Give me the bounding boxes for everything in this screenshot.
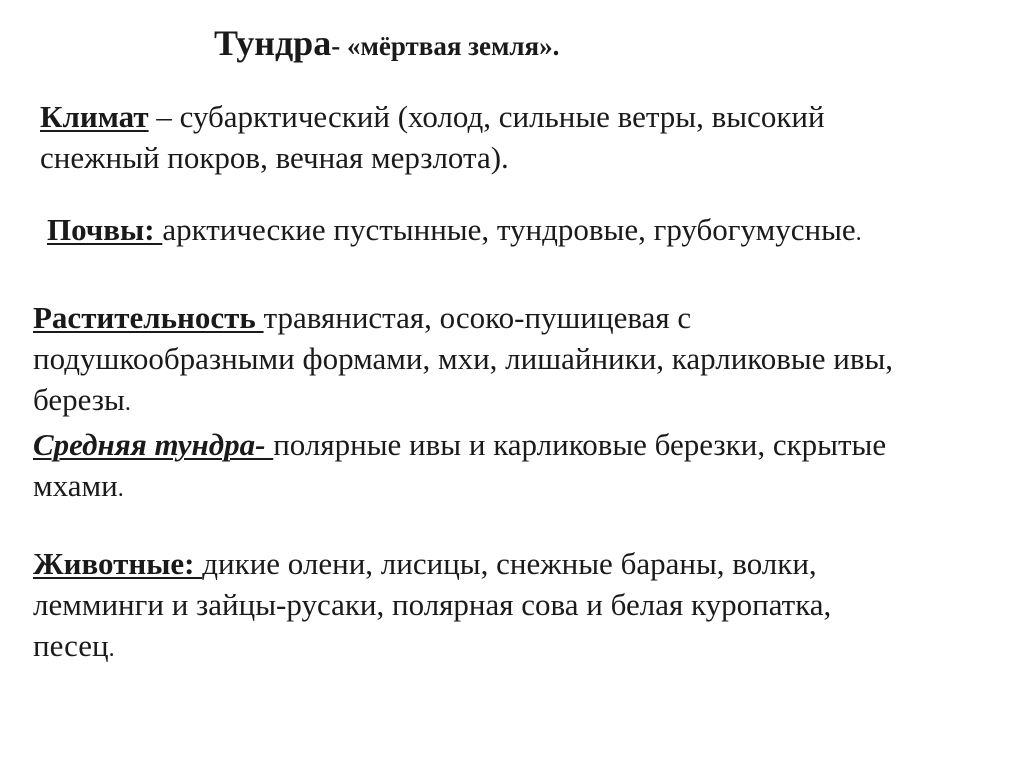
climate-paragraph	[40, 96, 980, 178]
mid-tundra-term: Средняя тундра-	[33, 427, 274, 462]
animals-text-line2: лемминги и зайцы-русаки, полярная сова и белая куропатка,	[33, 587, 832, 622]
vegetation-text-line2: подушкообразными формами, мхи, лишайники, карликовые ивы,	[33, 341, 894, 376]
vegetation-text-line1: травянистая, осоко-пушицевая с	[263, 300, 692, 335]
animals-paragraph	[33, 543, 993, 670]
animals-text-line1: дикие олени, лисицы, снежные бараны, волки,	[202, 546, 817, 581]
animals-end: .	[108, 636, 115, 662]
soils-term: Почвы:	[47, 212, 163, 247]
climate-text-line2: снежный покров, вечная мерзлота).	[40, 140, 509, 175]
soils-paragraph	[47, 209, 1007, 254]
soils-text: арктические пустынные, тундровые, грубогумусные	[162, 212, 856, 247]
animals-text-line3: песец	[33, 628, 109, 663]
mid-tundra-text-line2: мхами	[33, 468, 118, 503]
animals-term: Животные:	[33, 546, 203, 581]
soils-end: .	[855, 220, 862, 246]
vegetation-paragraph	[33, 297, 1008, 510]
slide-title	[214, 22, 559, 64]
climate-term: Климат	[40, 99, 149, 134]
mid-tundra-end: .	[117, 476, 124, 502]
climate-text-line1: – субарктический (холод, сильные ветры, высокий	[148, 99, 825, 134]
vegetation-text-line3: березы	[33, 382, 125, 417]
title-main: Тундра	[214, 23, 332, 63]
vegetation-term: Растительность	[33, 300, 264, 335]
vegetation-end: .	[124, 390, 131, 416]
title-subtitle: - «мёртвая земля».	[331, 31, 560, 61]
mid-tundra-text-line1: полярные ивы и карликовые березки, скрытые	[273, 427, 887, 462]
